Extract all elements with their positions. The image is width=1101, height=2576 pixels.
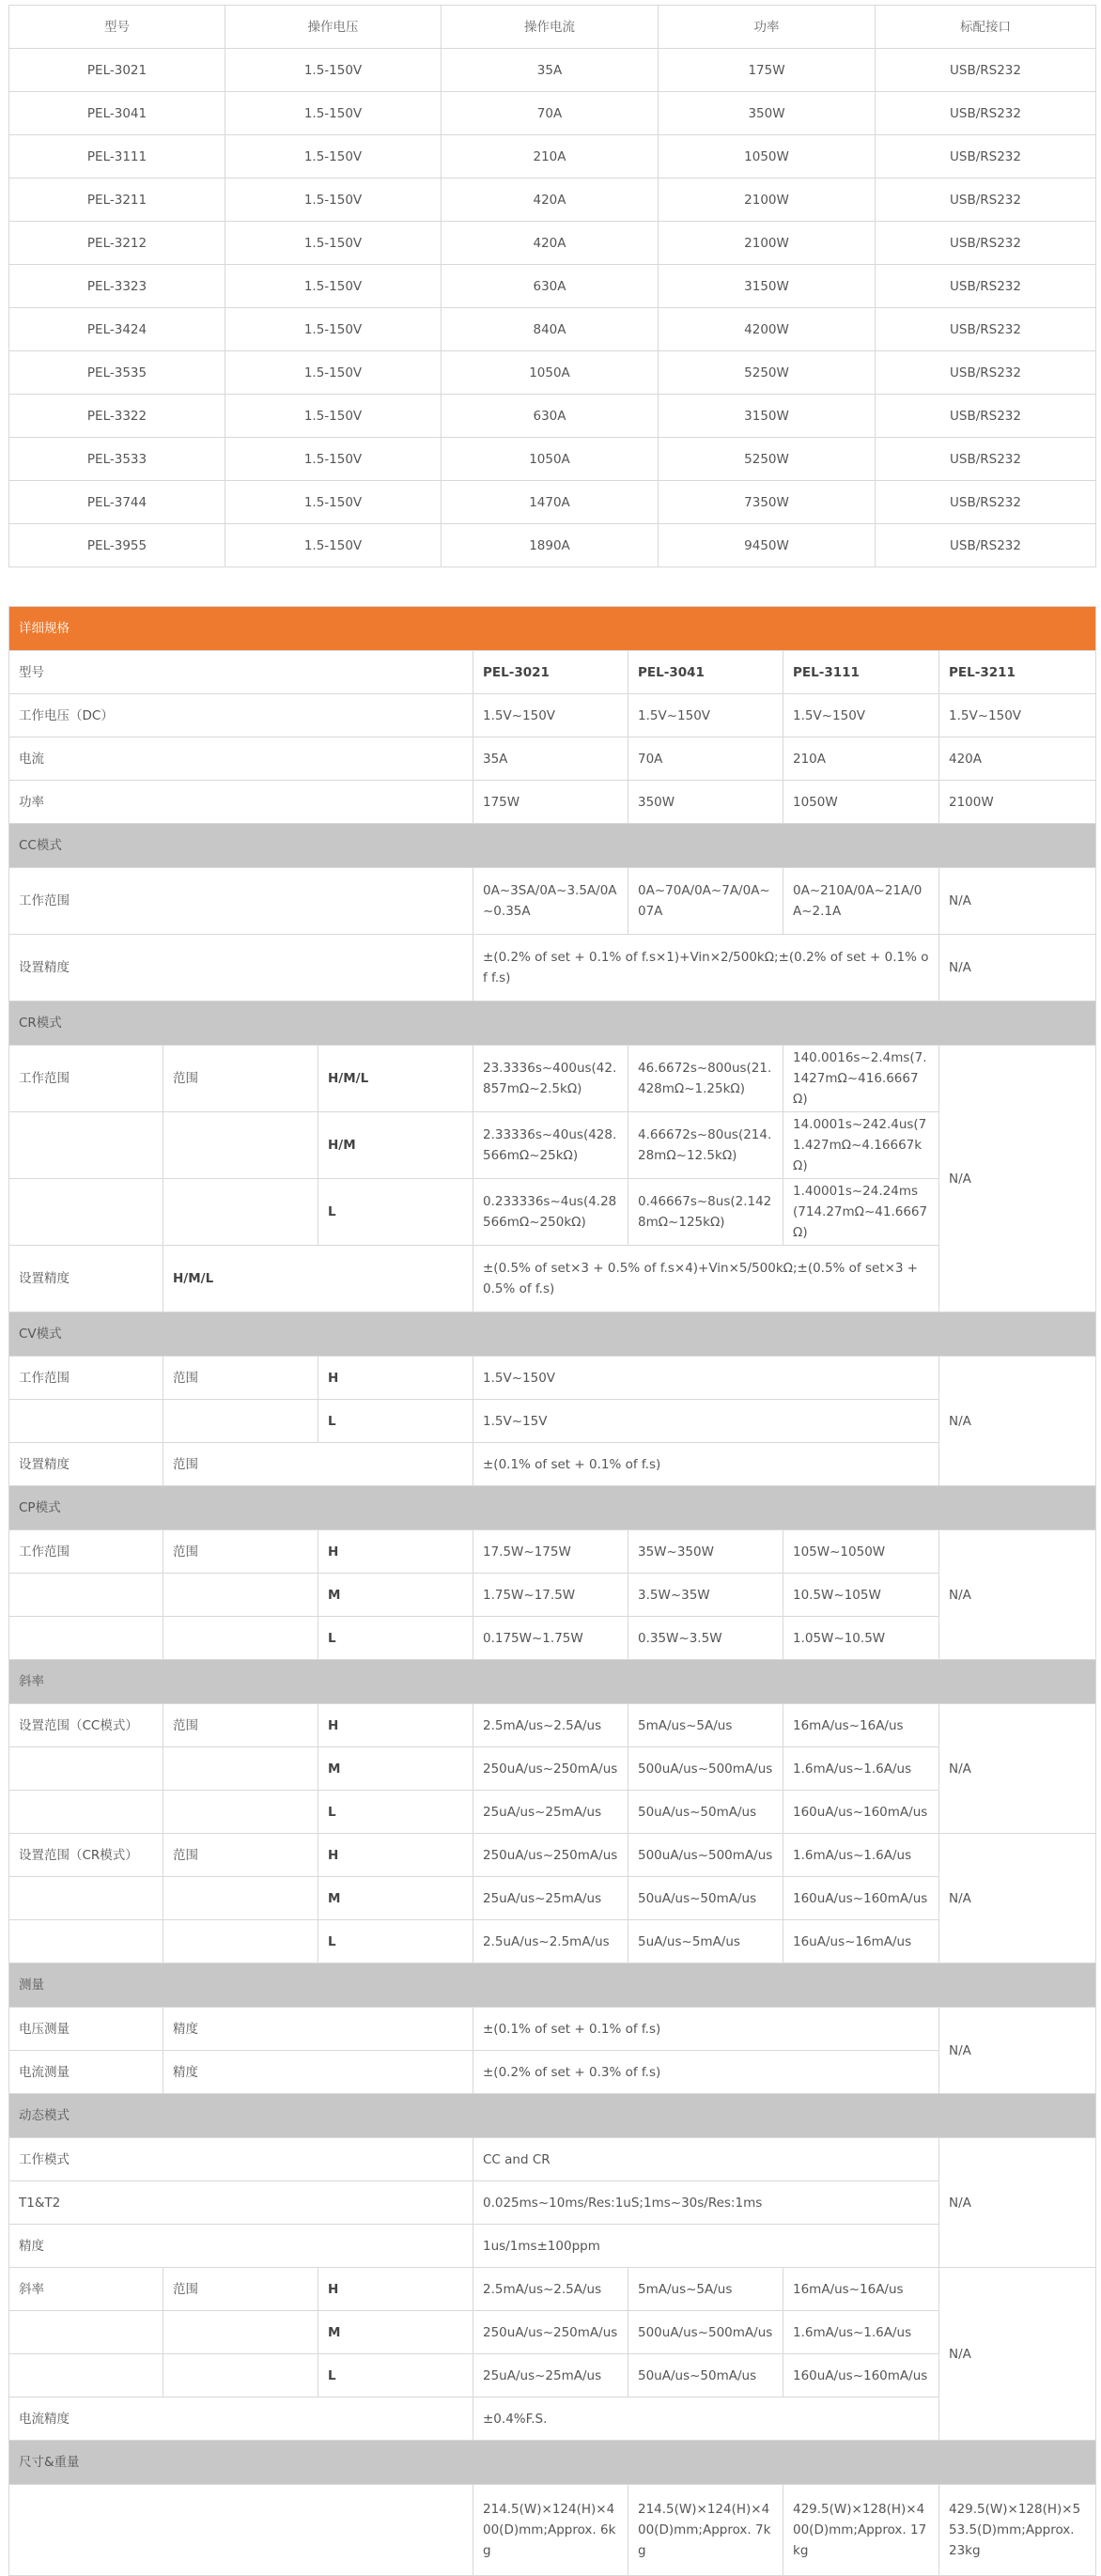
dynamic-mode-row <box>9 2138 1096 2181</box>
spec-title: 详细规格 <box>9 607 1096 651</box>
table-cell: 4200W <box>659 308 876 351</box>
table-cell: 1050W <box>659 135 876 178</box>
row-label: 电流测量 <box>9 2051 163 2094</box>
table-cell: 630A <box>442 395 659 438</box>
na-cell: N/A <box>939 1530 1096 1660</box>
na-cell: N/A <box>939 868 1096 935</box>
row-label: 设置范围（CC模式） <box>9 1704 163 1747</box>
value-cell: 4.66672s~80us(214.28mΩ~12.5kΩ) <box>628 1112 783 1179</box>
section-row-cr <box>9 1001 1096 1046</box>
cp-range-row <box>9 1617 1096 1660</box>
value-cell: ±0.4%F.S. <box>473 2398 939 2441</box>
table-cell: 210A <box>442 135 659 178</box>
value-cell: 23.3336s~400us(42.857mΩ~2.5kΩ) <box>473 1046 628 1112</box>
table-cell: 3150W <box>659 265 876 308</box>
table-cell: USB/RS232 <box>876 481 1096 524</box>
model-row <box>9 651 1096 694</box>
level-label: M <box>318 1877 473 1920</box>
value-cell: 16mA/us~16A/us <box>783 1704 939 1747</box>
header-cell: 操作电压 <box>225 6 442 49</box>
row-label: 电压测量 <box>9 2008 163 2051</box>
table-cell: 9450W <box>659 524 876 567</box>
table-cell: 1.5-150V <box>225 178 442 222</box>
value-cell: 1.05W~10.5W <box>783 1617 939 1660</box>
model-name: PEL-3021 <box>473 651 628 694</box>
value-cell: 14.0001s~242.4us(71.427mΩ~4.16667kΩ) <box>783 1112 939 1179</box>
value-cell: 1.75W~17.5W <box>473 1574 628 1617</box>
table-cell: 1.5-150V <box>225 265 442 308</box>
value-cell: 2100W <box>939 781 1096 824</box>
section-row-cc <box>9 824 1096 868</box>
value-cell: 214.5(W)×124(H)×400(D)mm;Approx. 6kg <box>473 2485 628 2576</box>
value-cell: 1.5V~150V <box>939 694 1096 737</box>
table-cell: 1.5-150V <box>225 49 442 92</box>
value-cell: 105W~1050W <box>783 1530 939 1574</box>
section-title: 测量 <box>9 1963 1096 2008</box>
row-label: 设置精度 <box>9 935 473 1001</box>
voltage-row <box>9 694 1096 737</box>
row-label: 工作范围 <box>9 1357 163 1400</box>
na-cell: N/A <box>939 1046 1096 1312</box>
sub-label: 范围 <box>163 2268 318 2311</box>
slew-cc-row <box>9 1747 1096 1791</box>
model-name: PEL-3041 <box>628 651 783 694</box>
table-cell: PEL-3533 <box>9 438 225 481</box>
cv-range-row <box>9 1400 1096 1443</box>
cv-accuracy-row <box>9 1443 1096 1486</box>
table-cell: USB/RS232 <box>876 222 1096 265</box>
table-cell: PEL-3041 <box>9 92 225 135</box>
slew-cr-row <box>9 1877 1096 1920</box>
slew-cr-row <box>9 1834 1096 1877</box>
level-label: H <box>318 1357 473 1400</box>
table-cell: 3150W <box>659 395 876 438</box>
value-cell: CC and CR <box>473 2138 939 2181</box>
na-cell: N/A <box>939 1704 1096 1834</box>
summary-header-row <box>9 6 1096 49</box>
current-row <box>9 737 1096 781</box>
table-cell: 5250W <box>659 438 876 481</box>
table-cell: 2100W <box>659 222 876 265</box>
value-cell: 1.5V~150V <box>628 694 783 737</box>
dynamic-slew-row <box>9 2268 1096 2311</box>
level-label: L <box>318 1179 473 1246</box>
table-cell: USB/RS232 <box>876 524 1096 567</box>
value-cell: 500uA/us~500mA/us <box>628 1747 783 1791</box>
cr-range-row <box>9 1179 1096 1246</box>
row-label: 设置范围（CR模式） <box>9 1834 163 1877</box>
header-cell: 操作电流 <box>442 6 659 49</box>
table-cell: 7350W <box>659 481 876 524</box>
value-cell: 25uA/us~25mA/us <box>473 1877 628 1920</box>
na-cell: N/A <box>939 2138 1096 2268</box>
value-cell: 1.6mA/us~1.6A/us <box>783 1834 939 1877</box>
value-cell: 25uA/us~25mA/us <box>473 1791 628 1834</box>
dynamic-slew-row <box>9 2354 1096 2398</box>
table-cell: 1.5-150V <box>225 135 442 178</box>
measure-row <box>9 2008 1096 2051</box>
table-cell: 1.5-150V <box>225 481 442 524</box>
table-cell: 350W <box>659 92 876 135</box>
level-label: H <box>318 2268 473 2311</box>
row-label: 电流 <box>9 737 473 781</box>
sub-label: 范围 <box>163 1443 473 1486</box>
level-label: L <box>318 1791 473 1834</box>
table-cell: PEL-3424 <box>9 308 225 351</box>
value-cell: 16uA/us~16mA/us <box>783 1920 939 1963</box>
cv-range-row <box>9 1357 1096 1400</box>
table-row <box>9 222 1096 265</box>
table-row <box>9 178 1096 222</box>
table-cell: 175W <box>659 49 876 92</box>
na-cell: N/A <box>939 2008 1096 2094</box>
section-row-slew <box>9 1660 1096 1704</box>
value-cell: 0.025ms~10ms/Res:1uS;1ms~30s/Res:1ms <box>473 2181 939 2225</box>
cr-range-row <box>9 1046 1096 1112</box>
value-cell: 0.175W~1.75W <box>473 1617 628 1660</box>
table-cell: 1.5-150V <box>225 308 442 351</box>
table-row <box>9 351 1096 395</box>
table-cell: USB/RS232 <box>876 92 1096 135</box>
cc-accuracy-row <box>9 935 1096 1001</box>
table-cell: 1470A <box>442 481 659 524</box>
table-cell: 5250W <box>659 351 876 395</box>
section-row-cp <box>9 1486 1096 1530</box>
level-label: M <box>318 2311 473 2354</box>
table-cell: PEL-3955 <box>9 524 225 567</box>
row-label: 工作范围 <box>9 868 473 935</box>
value-cell: 0A~70A/0A~7A/0A~07A <box>628 868 783 935</box>
value-cell: 5mA/us~5A/us <box>628 2268 783 2311</box>
slew-cc-row <box>9 1704 1096 1747</box>
value-cell: 420A <box>939 737 1096 781</box>
value-cell: 2.5mA/us~2.5A/us <box>473 1704 628 1747</box>
table-cell: USB/RS232 <box>876 308 1096 351</box>
table-row <box>9 481 1096 524</box>
sub-label: 精度 <box>163 2051 473 2094</box>
value-cell: 70A <box>628 737 783 781</box>
table-cell: 1.5-150V <box>225 351 442 395</box>
value-cell: 214.5(W)×124(H)×400(D)mm;Approx. 7kg <box>628 2485 783 2576</box>
table-cell: USB/RS232 <box>876 351 1096 395</box>
header-cell: 功率 <box>659 6 876 49</box>
table-row <box>9 308 1096 351</box>
value-cell: 2.33336s~40us(428.566mΩ~25kΩ) <box>473 1112 628 1179</box>
table-cell: 1890A <box>442 524 659 567</box>
sub-label: 范围 <box>163 1357 318 1400</box>
value-cell: 50uA/us~50mA/us <box>628 1791 783 1834</box>
value-cell: 0A~210A/0A~21A/0A~2.1A <box>783 868 939 935</box>
table-cell: USB/RS232 <box>876 265 1096 308</box>
value-cell: 250uA/us~250mA/us <box>473 2311 628 2354</box>
model-name: PEL-3111 <box>783 651 939 694</box>
value-cell: 35A <box>473 737 628 781</box>
value-cell: ±(0.1% of set + 0.1% of f.s) <box>473 1443 939 1486</box>
value-cell: 250uA/us~250mA/us <box>473 1747 628 1791</box>
value-cell: 16mA/us~16A/us <box>783 2268 939 2311</box>
table-row <box>9 438 1096 481</box>
na-cell: N/A <box>939 2268 1096 2441</box>
table-row <box>9 395 1096 438</box>
value-cell: 10.5W~105W <box>783 1574 939 1617</box>
row-label: T1&T2 <box>9 2181 473 2225</box>
sub-label: 范围 <box>163 1530 318 1574</box>
value-cell: 350W <box>628 781 783 824</box>
sub-label: 范围 <box>163 1046 318 1112</box>
summary-body <box>9 49 1096 567</box>
section-title: CV模式 <box>9 1312 1096 1357</box>
table-cell: 35A <box>442 49 659 92</box>
value-cell: 250uA/us~250mA/us <box>473 1834 628 1877</box>
table-cell: 1.5-150V <box>225 438 442 481</box>
row-label: 工作电压（DC） <box>9 694 473 737</box>
table-cell: 1.5-150V <box>225 395 442 438</box>
model-label: 型号 <box>9 651 473 694</box>
dynamic-accuracy-row <box>9 2225 1096 2268</box>
value-cell: ±(0.2% of set + 0.3% of f.s) <box>473 2051 939 2094</box>
sub-label: 精度 <box>163 2008 473 2051</box>
summary-table <box>8 5 1096 567</box>
section-row-measure <box>9 1963 1096 2008</box>
value-cell: 0A~3SA/0A~3.5A/0A~0.35A <box>473 868 628 935</box>
section-title: CC模式 <box>9 824 1096 868</box>
na-cell: N/A <box>939 1357 1096 1486</box>
table-cell: PEL-3211 <box>9 178 225 222</box>
value-cell: 429.5(W)×128(H)×400(D)mm;Approx. 17kg <box>783 2485 939 2576</box>
cc-range-row <box>9 868 1096 935</box>
value-cell: 500uA/us~500mA/us <box>628 1834 783 1877</box>
row-label: 工作范围 <box>9 1046 163 1112</box>
value-cell: 46.6672s~800us(21.428mΩ~1.25kΩ) <box>628 1046 783 1112</box>
table-cell: PEL-3323 <box>9 265 225 308</box>
na-cell: N/A <box>939 935 1096 1001</box>
row-label: 设置精度 <box>9 1443 163 1486</box>
level-label: H/M/L <box>163 1246 473 1312</box>
row-label: 工作范围 <box>9 1530 163 1574</box>
value-cell: 1.6mA/us~1.6A/us <box>783 2311 939 2354</box>
table-cell: USB/RS232 <box>876 178 1096 222</box>
table-row <box>9 135 1096 178</box>
value-cell: 210A <box>783 737 939 781</box>
section-title: 动态模式 <box>9 2094 1096 2138</box>
table-cell: 70A <box>442 92 659 135</box>
table-cell: PEL-3322 <box>9 395 225 438</box>
table-cell: 2100W <box>659 178 876 222</box>
level-label: L <box>318 1617 473 1660</box>
level-label: L <box>318 2354 473 2398</box>
dynamic-t-row <box>9 2181 1096 2225</box>
cp-range-row <box>9 1574 1096 1617</box>
value-cell: 160uA/us~160mA/us <box>783 1877 939 1920</box>
table-cell: USB/RS232 <box>876 49 1096 92</box>
value-cell: 35W~350W <box>628 1530 783 1574</box>
na-cell: N/A <box>939 1834 1096 1963</box>
value-cell: 1.5V~150V <box>783 694 939 737</box>
header-cell: 标配接口 <box>876 6 1096 49</box>
section-row-cv <box>9 1312 1096 1357</box>
value-cell: 500uA/us~500mA/us <box>628 2311 783 2354</box>
table-cell: 420A <box>442 178 659 222</box>
table-cell: PEL-3021 <box>9 49 225 92</box>
value-cell: 1.5V~150V <box>473 1357 939 1400</box>
cp-range-row <box>9 1530 1096 1574</box>
table-cell: 1050A <box>442 351 659 395</box>
measure-row <box>9 2051 1096 2094</box>
level-label: H/M/L <box>318 1046 473 1112</box>
table-cell: 1.5-150V <box>225 222 442 265</box>
table-cell: PEL-3744 <box>9 481 225 524</box>
value-cell: 3.5W~35W <box>628 1574 783 1617</box>
spec-title-row <box>9 607 1096 651</box>
value-cell: ±(0.2% of set + 0.1% of f.s×1)+Vin×2/500kΩ;±(0.2% of set + 0.1% of f.s) <box>473 935 939 1001</box>
value-cell: 2.5mA/us~2.5A/us <box>473 2268 628 2311</box>
power-row <box>9 781 1096 824</box>
section-title: CP模式 <box>9 1486 1096 1530</box>
cr-accuracy-row <box>9 1246 1096 1312</box>
level-label: M <box>318 1747 473 1791</box>
size-row <box>9 2485 1096 2576</box>
row-label: 斜率 <box>9 2268 163 2311</box>
table-row <box>9 524 1096 567</box>
sub-label: 范围 <box>163 1834 318 1877</box>
value-cell: ±(0.1% of set + 0.1% of f.s) <box>473 2008 939 2051</box>
table-row <box>9 49 1096 92</box>
table-cell: USB/RS232 <box>876 438 1096 481</box>
row-label: 功率 <box>9 781 473 824</box>
level-label: H <box>318 1530 473 1574</box>
value-cell: 5mA/us~5A/us <box>628 1704 783 1747</box>
level-label: H <box>318 1834 473 1877</box>
value-cell: 0.35W~3.5W <box>628 1617 783 1660</box>
table-cell: 420A <box>442 222 659 265</box>
level-label: L <box>318 1920 473 1963</box>
row-label: 设置精度 <box>9 1246 163 1312</box>
value-cell: 160uA/us~160mA/us <box>783 1791 939 1834</box>
section-title: 尺寸&重量 <box>9 2441 1096 2485</box>
slew-cc-row <box>9 1791 1096 1834</box>
level-label: L <box>318 1400 473 1443</box>
header-cell: 型号 <box>9 6 225 49</box>
table-row <box>9 92 1096 135</box>
value-cell: 1us/1ms±100ppm <box>473 2225 939 2268</box>
value-cell: 2.5uA/us~2.5mA/us <box>473 1920 628 1963</box>
section-title: CR模式 <box>9 1001 1096 1046</box>
value-cell: 0.233336s~4us(4.28566mΩ~250kΩ) <box>473 1179 628 1246</box>
value-cell: 25uA/us~25mA/us <box>473 2354 628 2398</box>
level-label: M <box>318 1574 473 1617</box>
dynamic-slew-row <box>9 2311 1096 2354</box>
value-cell: ±(0.5% of set×3 + 0.5% of f.s×4)+Vin×5/500kΩ;±(0.5% of set×3 + 0.5% of f.s) <box>473 1246 939 1312</box>
value-cell: 1.40001s~24.24ms(714.27mΩ~41.6667Ω) <box>783 1179 939 1246</box>
value-cell: 17.5W~175W <box>473 1530 628 1574</box>
table-cell: 1050A <box>442 438 659 481</box>
table-cell: PEL-3212 <box>9 222 225 265</box>
row-label: 精度 <box>9 2225 473 2268</box>
table-cell: 840A <box>442 308 659 351</box>
section-title: 斜率 <box>9 1660 1096 1704</box>
table-cell: 1.5-150V <box>225 92 442 135</box>
section-row-dynamic <box>9 2094 1096 2138</box>
table-cell: USB/RS232 <box>876 395 1096 438</box>
value-cell: 1050W <box>783 781 939 824</box>
value-cell: 0.46667s~8us(2.1428mΩ~125kΩ) <box>628 1179 783 1246</box>
value-cell: 1.5V~150V <box>473 694 628 737</box>
row-label: 电流精度 <box>9 2398 473 2441</box>
level-label: H/M <box>318 1112 473 1179</box>
table-cell: USB/RS232 <box>876 135 1096 178</box>
value-cell: 50uA/us~50mA/us <box>628 2354 783 2398</box>
value-cell: 50uA/us~50mA/us <box>628 1877 783 1920</box>
value-cell: 1.5V~15V <box>473 1400 939 1443</box>
row-label: 工作模式 <box>9 2138 473 2181</box>
value-cell: 5uA/us~5mA/us <box>628 1920 783 1963</box>
table-cell: PEL-3111 <box>9 135 225 178</box>
value-cell: 175W <box>473 781 628 824</box>
spec-table <box>8 606 1096 2576</box>
value-cell: 160uA/us~160mA/us <box>783 2354 939 2398</box>
slew-cr-row <box>9 1920 1096 1963</box>
cr-range-row <box>9 1112 1096 1179</box>
dynamic-current-accuracy-row <box>9 2398 1096 2441</box>
model-name: PEL-3211 <box>939 651 1096 694</box>
level-label: H <box>318 1704 473 1747</box>
value-cell: 429.5(W)×128(H)×553.5(D)mm;Approx. 23kg <box>939 2485 1096 2576</box>
table-cell: 1.5-150V <box>225 524 442 567</box>
table-cell: 630A <box>442 265 659 308</box>
section-row-size <box>9 2441 1096 2485</box>
sub-label: 范围 <box>163 1704 318 1747</box>
table-cell: PEL-3535 <box>9 351 225 395</box>
value-cell: 140.0016s~2.4ms(7.1427mΩ~416.6667Ω) <box>783 1046 939 1112</box>
table-row <box>9 265 1096 308</box>
value-cell: 1.6mA/us~1.6A/us <box>783 1747 939 1791</box>
